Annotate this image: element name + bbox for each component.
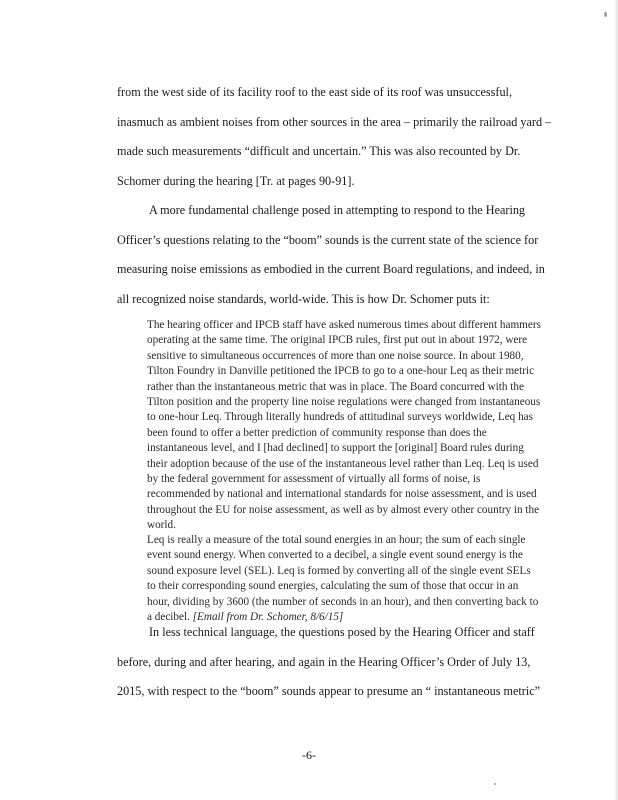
paragraph-fundamental-challenge: A more fundamental challenge posed in attempting to respond to the Hearing Officer’s questions relating to the “boom” sounds is the current state of the science for measuring noise emissions as embodied in the current Board regulations, and indeed, in all recognized noise standards, world-wide. This is how Dr. Schomer puts it: [117, 203, 545, 306]
scan-speck [604, 12, 607, 17]
block-quote-first: The hearing officer and IPCB staff have asked numerous times about different hammers operating at the same time. The original IPCB rules, first put out in about 1972, were sensitive to simultaneous occurrences of more than one noise source. In about 1980, Tilton Foundry in Danville petitioned the IPCB to go to a one-hour Leq as their metric rather than the instantaneous metric that was in place. The Board concurred with the Tilton position and the property line noise regulations were changed from instantaneous to one-hour Leq. Through literally hundreds of attitudinal surveys worldwide, Leq has been found to offer a better prediction of community response than does the instantaneous level, and I [had declined] to support the [original] Board rules during their adoption because of the use of the instantaneous level rather than Leq. Leq is used by the federal government for assessment of virtually all forms of noise, is recommended by national and international standards for noise assessment, and is used throughout the EU for noise assessment, as well as by almost every other country in the world. [147, 319, 541, 532]
paragraph-less-technical: In less technical language, the questions posed by the Hearing Officer and staff before, during and after hearing, and again in the Hearing Officer’s Order of July 13, 2015, with respect to the “boom” sounds appear to presume an “ instantaneous metric” [117, 625, 541, 699]
block-quote-second [147, 533, 542, 625]
scan-edge-shadow [614, 0, 618, 800]
paragraph-continued: from the west side of its facility roof to the east side of its roof was unsuccessful, inasmuch as ambient noises from other sources in the area – primarily the railroad yard – made such measurements “difficult and uncertain.” This was also recounted by Dr. Schomer during the hearing [Tr. at pages 90-91]. [117, 85, 552, 188]
scan-speck [494, 783, 496, 785]
quote-citation: [Email from Dr. Schomer, 8/6/15] [192, 611, 344, 624]
page-number: -6- [302, 748, 316, 762]
block-quote-text: Leq is really a measure of the total sound energies in an hour; the sum of each single event sound energy. When converted to a decibel, a single event sound energy is the sound exposure level (SEL). Leq is formed by converting all of the single event SELs to their corresponding sound energies, calculating the sum of those that occur in an hour, dividing by 3600 (the number of seconds in an hour), and then converting back to a decibel. [147, 534, 539, 624]
